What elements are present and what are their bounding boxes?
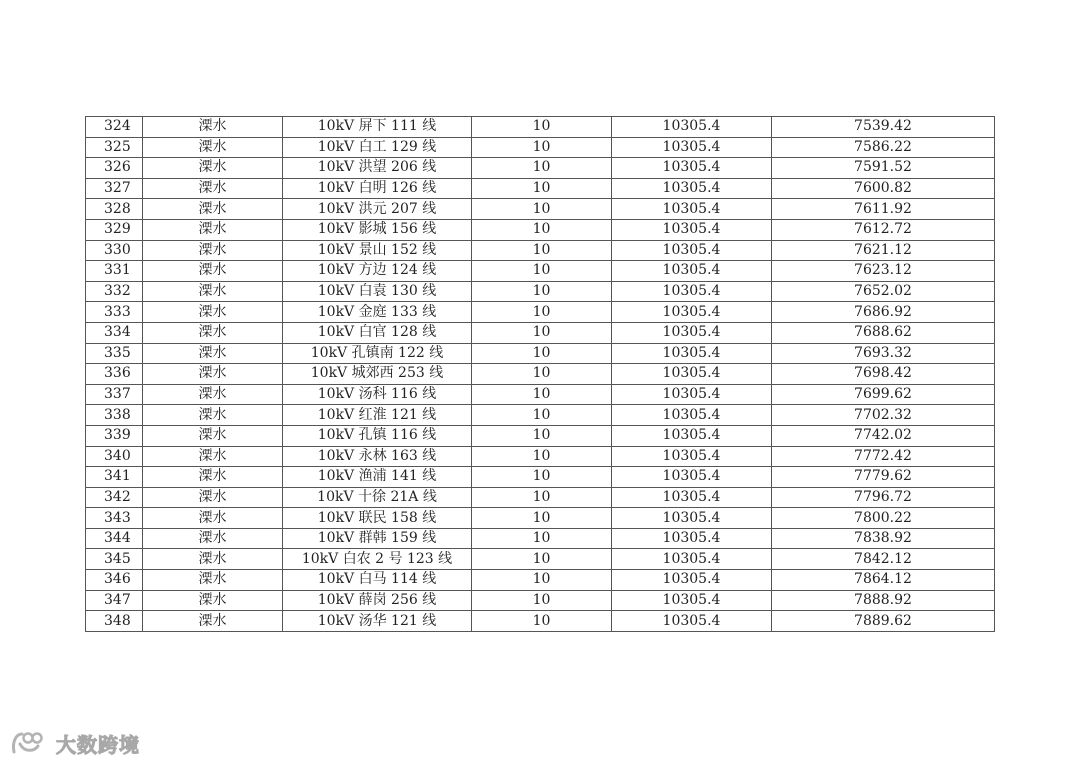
logo-mark-icon bbox=[10, 730, 50, 756]
table-row bbox=[86, 117, 995, 138]
capacity-cell: 10305.4 bbox=[612, 158, 772, 179]
area-cell: 溧水 bbox=[143, 528, 283, 549]
table-row bbox=[86, 281, 995, 302]
voltage-cell: 10 bbox=[472, 261, 612, 282]
length-cell: 7621.12 bbox=[772, 240, 995, 261]
table-body bbox=[86, 117, 995, 632]
area-cell: 溧水 bbox=[143, 611, 283, 632]
voltage-cell: 10 bbox=[472, 199, 612, 220]
table-row bbox=[86, 611, 995, 632]
table-row bbox=[86, 240, 995, 261]
voltage-cell: 10 bbox=[472, 302, 612, 323]
capacity-cell: 10305.4 bbox=[612, 549, 772, 570]
voltage-cell: 10 bbox=[472, 137, 612, 158]
line-data-table bbox=[85, 116, 995, 632]
table-row bbox=[86, 487, 995, 508]
row-index-cell: 348 bbox=[86, 611, 143, 632]
length-cell: 7539.42 bbox=[772, 117, 995, 138]
watermark bbox=[10, 728, 140, 758]
row-index-cell: 345 bbox=[86, 549, 143, 570]
length-cell: 7772.42 bbox=[772, 446, 995, 467]
line-name-cell: 10kV 孔镇南 122 线 bbox=[283, 343, 472, 364]
table-row bbox=[86, 302, 995, 323]
area-cell: 溧水 bbox=[143, 467, 283, 488]
table-row bbox=[86, 508, 995, 529]
area-cell: 溧水 bbox=[143, 199, 283, 220]
table-row bbox=[86, 322, 995, 343]
area-cell: 溧水 bbox=[143, 219, 283, 240]
voltage-cell: 10 bbox=[472, 158, 612, 179]
line-name-cell: 10kV 洪望 206 线 bbox=[283, 158, 472, 179]
line-name-cell: 10kV 汤华 121 线 bbox=[283, 611, 472, 632]
line-name-cell: 10kV 影城 156 线 bbox=[283, 219, 472, 240]
row-index-cell: 347 bbox=[86, 590, 143, 611]
line-name-cell: 10kV 白袁 130 线 bbox=[283, 281, 472, 302]
voltage-cell: 10 bbox=[472, 178, 612, 199]
area-cell: 溧水 bbox=[143, 487, 283, 508]
area-cell: 溧水 bbox=[143, 178, 283, 199]
table-row bbox=[86, 528, 995, 549]
table-row bbox=[86, 467, 995, 488]
capacity-cell: 10305.4 bbox=[612, 508, 772, 529]
capacity-cell: 10305.4 bbox=[612, 240, 772, 261]
line-name-cell: 10kV 白官 128 线 bbox=[283, 322, 472, 343]
area-cell: 溧水 bbox=[143, 343, 283, 364]
length-cell: 7800.22 bbox=[772, 508, 995, 529]
table-row bbox=[86, 178, 995, 199]
line-name-cell: 10kV 金庭 133 线 bbox=[283, 302, 472, 323]
voltage-cell: 10 bbox=[472, 343, 612, 364]
length-cell: 7652.02 bbox=[772, 281, 995, 302]
line-name-cell: 10kV 方边 124 线 bbox=[283, 261, 472, 282]
length-cell: 7693.32 bbox=[772, 343, 995, 364]
area-cell: 溧水 bbox=[143, 384, 283, 405]
line-name-cell: 10kV 薛岗 256 线 bbox=[283, 590, 472, 611]
row-index-cell: 327 bbox=[86, 178, 143, 199]
voltage-cell: 10 bbox=[472, 219, 612, 240]
length-cell: 7889.62 bbox=[772, 611, 995, 632]
capacity-cell: 10305.4 bbox=[612, 590, 772, 611]
table-row bbox=[86, 158, 995, 179]
length-cell: 7623.12 bbox=[772, 261, 995, 282]
area-cell: 溧水 bbox=[143, 570, 283, 591]
capacity-cell: 10305.4 bbox=[612, 117, 772, 138]
line-name-cell: 10kV 白农 2 号 123 线 bbox=[283, 549, 472, 570]
area-cell: 溧水 bbox=[143, 322, 283, 343]
row-index-cell: 324 bbox=[86, 117, 143, 138]
line-name-cell: 10kV 联民 158 线 bbox=[283, 508, 472, 529]
length-cell: 7842.12 bbox=[772, 549, 995, 570]
capacity-cell: 10305.4 bbox=[612, 137, 772, 158]
capacity-cell: 10305.4 bbox=[612, 528, 772, 549]
row-index-cell: 329 bbox=[86, 219, 143, 240]
area-cell: 溧水 bbox=[143, 240, 283, 261]
capacity-cell: 10305.4 bbox=[612, 302, 772, 323]
voltage-cell: 10 bbox=[472, 425, 612, 446]
row-index-cell: 340 bbox=[86, 446, 143, 467]
table-row bbox=[86, 590, 995, 611]
row-index-cell: 338 bbox=[86, 405, 143, 426]
voltage-cell: 10 bbox=[472, 487, 612, 508]
length-cell: 7888.92 bbox=[772, 590, 995, 611]
capacity-cell: 10305.4 bbox=[612, 261, 772, 282]
voltage-cell: 10 bbox=[472, 117, 612, 138]
table-row bbox=[86, 405, 995, 426]
line-name-cell: 10kV 景山 152 线 bbox=[283, 240, 472, 261]
length-cell: 7591.52 bbox=[772, 158, 995, 179]
area-cell: 溧水 bbox=[143, 425, 283, 446]
length-cell: 7698.42 bbox=[772, 364, 995, 385]
capacity-cell: 10305.4 bbox=[612, 281, 772, 302]
capacity-cell: 10305.4 bbox=[612, 446, 772, 467]
line-name-cell: 10kV 屏下 111 线 bbox=[283, 117, 472, 138]
capacity-cell: 10305.4 bbox=[612, 199, 772, 220]
area-cell: 溧水 bbox=[143, 549, 283, 570]
length-cell: 7586.22 bbox=[772, 137, 995, 158]
area-cell: 溧水 bbox=[143, 508, 283, 529]
row-index-cell: 332 bbox=[86, 281, 143, 302]
length-cell: 7699.62 bbox=[772, 384, 995, 405]
line-name-cell: 10kV 十徐 21A 线 bbox=[283, 487, 472, 508]
voltage-cell: 10 bbox=[472, 364, 612, 385]
length-cell: 7600.82 bbox=[772, 178, 995, 199]
length-cell: 7864.12 bbox=[772, 570, 995, 591]
area-cell: 溧水 bbox=[143, 281, 283, 302]
row-index-cell: 339 bbox=[86, 425, 143, 446]
line-name-cell: 10kV 群韩 159 线 bbox=[283, 528, 472, 549]
area-cell: 溧水 bbox=[143, 117, 283, 138]
row-index-cell: 343 bbox=[86, 508, 143, 529]
capacity-cell: 10305.4 bbox=[612, 487, 772, 508]
table-row bbox=[86, 446, 995, 467]
row-index-cell: 334 bbox=[86, 322, 143, 343]
line-name-cell: 10kV 永林 163 线 bbox=[283, 446, 472, 467]
line-name-cell: 10kV 白工 129 线 bbox=[283, 137, 472, 158]
length-cell: 7742.02 bbox=[772, 425, 995, 446]
row-index-cell: 328 bbox=[86, 199, 143, 220]
row-index-cell: 326 bbox=[86, 158, 143, 179]
capacity-cell: 10305.4 bbox=[612, 467, 772, 488]
capacity-cell: 10305.4 bbox=[612, 405, 772, 426]
area-cell: 溧水 bbox=[143, 302, 283, 323]
row-index-cell: 346 bbox=[86, 570, 143, 591]
row-index-cell: 335 bbox=[86, 343, 143, 364]
capacity-cell: 10305.4 bbox=[612, 570, 772, 591]
row-index-cell: 331 bbox=[86, 261, 143, 282]
table-row bbox=[86, 364, 995, 385]
voltage-cell: 10 bbox=[472, 240, 612, 261]
row-index-cell: 325 bbox=[86, 137, 143, 158]
length-cell: 7688.62 bbox=[772, 322, 995, 343]
line-name-cell: 10kV 汤科 116 线 bbox=[283, 384, 472, 405]
line-name-cell: 10kV 城郊西 253 线 bbox=[283, 364, 472, 385]
length-cell: 7838.92 bbox=[772, 528, 995, 549]
line-name-cell: 10kV 白马 114 线 bbox=[283, 570, 472, 591]
watermark-text: 大数跨境 bbox=[56, 732, 140, 757]
row-index-cell: 336 bbox=[86, 364, 143, 385]
length-cell: 7779.62 bbox=[772, 467, 995, 488]
length-cell: 7702.32 bbox=[772, 405, 995, 426]
line-name-cell: 10kV 红淮 121 线 bbox=[283, 405, 472, 426]
table-row bbox=[86, 549, 995, 570]
area-cell: 溧水 bbox=[143, 137, 283, 158]
table-row bbox=[86, 219, 995, 240]
area-cell: 溧水 bbox=[143, 158, 283, 179]
length-cell: 7796.72 bbox=[772, 487, 995, 508]
voltage-cell: 10 bbox=[472, 590, 612, 611]
table-row bbox=[86, 425, 995, 446]
area-cell: 溧水 bbox=[143, 590, 283, 611]
line-name-cell: 10kV 洪元 207 线 bbox=[283, 199, 472, 220]
voltage-cell: 10 bbox=[472, 384, 612, 405]
table-row bbox=[86, 570, 995, 591]
area-cell: 溧水 bbox=[143, 446, 283, 467]
voltage-cell: 10 bbox=[472, 528, 612, 549]
length-cell: 7611.92 bbox=[772, 199, 995, 220]
voltage-cell: 10 bbox=[472, 281, 612, 302]
length-cell: 7686.92 bbox=[772, 302, 995, 323]
table-row bbox=[86, 261, 995, 282]
capacity-cell: 10305.4 bbox=[612, 611, 772, 632]
capacity-cell: 10305.4 bbox=[612, 322, 772, 343]
area-cell: 溧水 bbox=[143, 405, 283, 426]
voltage-cell: 10 bbox=[472, 549, 612, 570]
voltage-cell: 10 bbox=[472, 322, 612, 343]
voltage-cell: 10 bbox=[472, 446, 612, 467]
voltage-cell: 10 bbox=[472, 611, 612, 632]
voltage-cell: 10 bbox=[472, 508, 612, 529]
line-name-cell: 10kV 白明 126 线 bbox=[283, 178, 472, 199]
capacity-cell: 10305.4 bbox=[612, 178, 772, 199]
row-index-cell: 330 bbox=[86, 240, 143, 261]
capacity-cell: 10305.4 bbox=[612, 384, 772, 405]
table-row bbox=[86, 199, 995, 220]
capacity-cell: 10305.4 bbox=[612, 219, 772, 240]
row-index-cell: 341 bbox=[86, 467, 143, 488]
row-index-cell: 337 bbox=[86, 384, 143, 405]
voltage-cell: 10 bbox=[472, 405, 612, 426]
area-cell: 溧水 bbox=[143, 364, 283, 385]
line-name-cell: 10kV 渔浦 141 线 bbox=[283, 467, 472, 488]
capacity-cell: 10305.4 bbox=[612, 425, 772, 446]
area-cell: 溧水 bbox=[143, 261, 283, 282]
table-row bbox=[86, 343, 995, 364]
capacity-cell: 10305.4 bbox=[612, 364, 772, 385]
row-index-cell: 333 bbox=[86, 302, 143, 323]
row-index-cell: 342 bbox=[86, 487, 143, 508]
capacity-cell: 10305.4 bbox=[612, 343, 772, 364]
length-cell: 7612.72 bbox=[772, 219, 995, 240]
table-row bbox=[86, 137, 995, 158]
table-row bbox=[86, 384, 995, 405]
voltage-cell: 10 bbox=[472, 570, 612, 591]
line-name-cell: 10kV 孔镇 116 线 bbox=[283, 425, 472, 446]
voltage-cell: 10 bbox=[472, 467, 612, 488]
row-index-cell: 344 bbox=[86, 528, 143, 549]
